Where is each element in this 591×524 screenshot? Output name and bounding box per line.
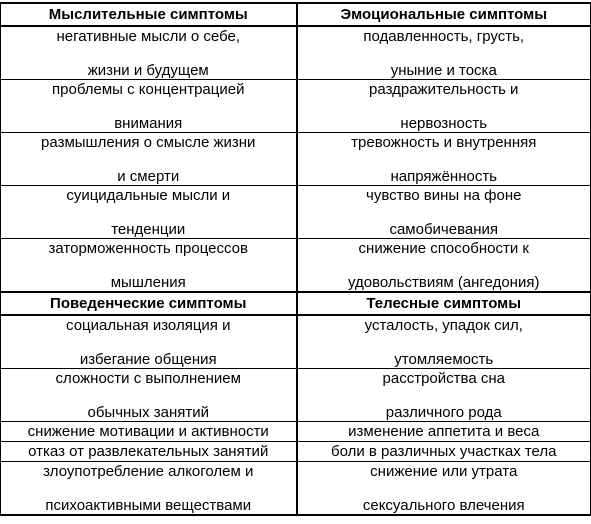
emotional-symptom-cell: [297, 26, 591, 80]
table-row: [1, 80, 591, 133]
header-row-bottom: [1, 292, 591, 315]
cell-line: уныние и тоска: [390, 62, 497, 79]
physical-symptom-cell: боли в различных участках тела: [297, 442, 591, 462]
thinking-symptom-cell: [1, 133, 297, 186]
cell-line: утомляемость: [394, 351, 494, 368]
symptoms-table: [0, 2, 591, 516]
cell-line: и смерти: [117, 168, 180, 185]
table-row: [1, 315, 591, 369]
cell-line: чувство вины на фоне: [366, 187, 522, 204]
header-emotional-symptoms: Эмоциональные симптомы: [297, 3, 591, 26]
cell-line: размышления о смысле жизни: [41, 134, 256, 151]
cell-line: сексуального влечения: [362, 497, 525, 514]
table-row: [1, 369, 591, 422]
table-row: [1, 239, 591, 293]
cell-line: психоактивными веществами: [45, 497, 252, 514]
cell-line: внимания: [114, 115, 183, 132]
cell-line: злоупотребление алкоголем и: [43, 463, 254, 480]
behavioral-symptom-cell: снижение мотивации и активности: [1, 422, 297, 442]
cell-line: негативные мысли о себе,: [56, 28, 241, 45]
emotional-symptom-cell: [297, 186, 591, 239]
header-row-top: [1, 3, 591, 26]
cell-line: сложности с выполнением: [55, 370, 241, 387]
header-thinking-symptoms: Мыслительные симптомы: [1, 3, 297, 26]
physical-symptom-cell: [297, 369, 591, 422]
emotional-symptom-cell: [297, 80, 591, 133]
cell-line: расстройства сна: [382, 370, 505, 387]
physical-symptom-cell: изменение аппетита и веса: [297, 422, 591, 442]
cell-line: напряжённость: [390, 168, 498, 185]
cell-line: проблемы с концентрацией: [52, 81, 245, 98]
thinking-symptom-cell: [1, 26, 297, 80]
thinking-symptom-cell: [1, 239, 297, 293]
emotional-symptom-cell: [297, 133, 591, 186]
cell-line: мышления: [110, 274, 186, 291]
cell-line: подавленность, грусть,: [363, 28, 525, 45]
behavioral-symptom-cell: [1, 369, 297, 422]
table-row: [1, 442, 591, 462]
cell-line: суицидальные мысли и: [66, 187, 231, 204]
table-row: [1, 26, 591, 80]
cell-line: удовольствиям (ангедония): [348, 274, 540, 291]
table-row: [1, 462, 591, 516]
table-row: [1, 186, 591, 239]
table-row: [1, 422, 591, 442]
table-row: [1, 133, 591, 186]
cell-line: различного рода: [385, 404, 502, 421]
cell-line: тревожность и внутренняя: [351, 134, 537, 151]
cell-line: усталость, упадок сил,: [364, 317, 523, 334]
cell-line: обычных занятий: [87, 404, 210, 421]
cell-line: заторможенность процессов: [48, 240, 248, 257]
behavioral-symptom-cell: отказ от развлекательных занятий: [1, 442, 297, 462]
behavioral-symptom-cell: [1, 462, 297, 516]
header-behavioral-symptoms: Поведенческие симптомы: [1, 292, 297, 315]
cell-line: самобичевания: [389, 221, 499, 238]
cell-line: тенденции: [111, 221, 186, 238]
thinking-symptom-cell: [1, 80, 297, 133]
cell-line: снижение или утрата: [370, 463, 518, 480]
cell-line: избегание общения: [79, 351, 217, 368]
cell-line: социальная изоляция и: [66, 317, 231, 334]
physical-symptom-cell: [297, 462, 591, 516]
cell-line: жизни и будущем: [87, 62, 209, 79]
cell-line: снижение способности к: [358, 240, 529, 257]
cell-line: раздражительность и: [369, 81, 519, 98]
behavioral-symptom-cell: [1, 315, 297, 369]
thinking-symptom-cell: [1, 186, 297, 239]
physical-symptom-cell: [297, 315, 591, 369]
header-physical-symptoms: Телесные симптомы: [297, 292, 591, 315]
cell-line: нервозность: [400, 115, 488, 132]
emotional-symptom-cell: [297, 239, 591, 293]
